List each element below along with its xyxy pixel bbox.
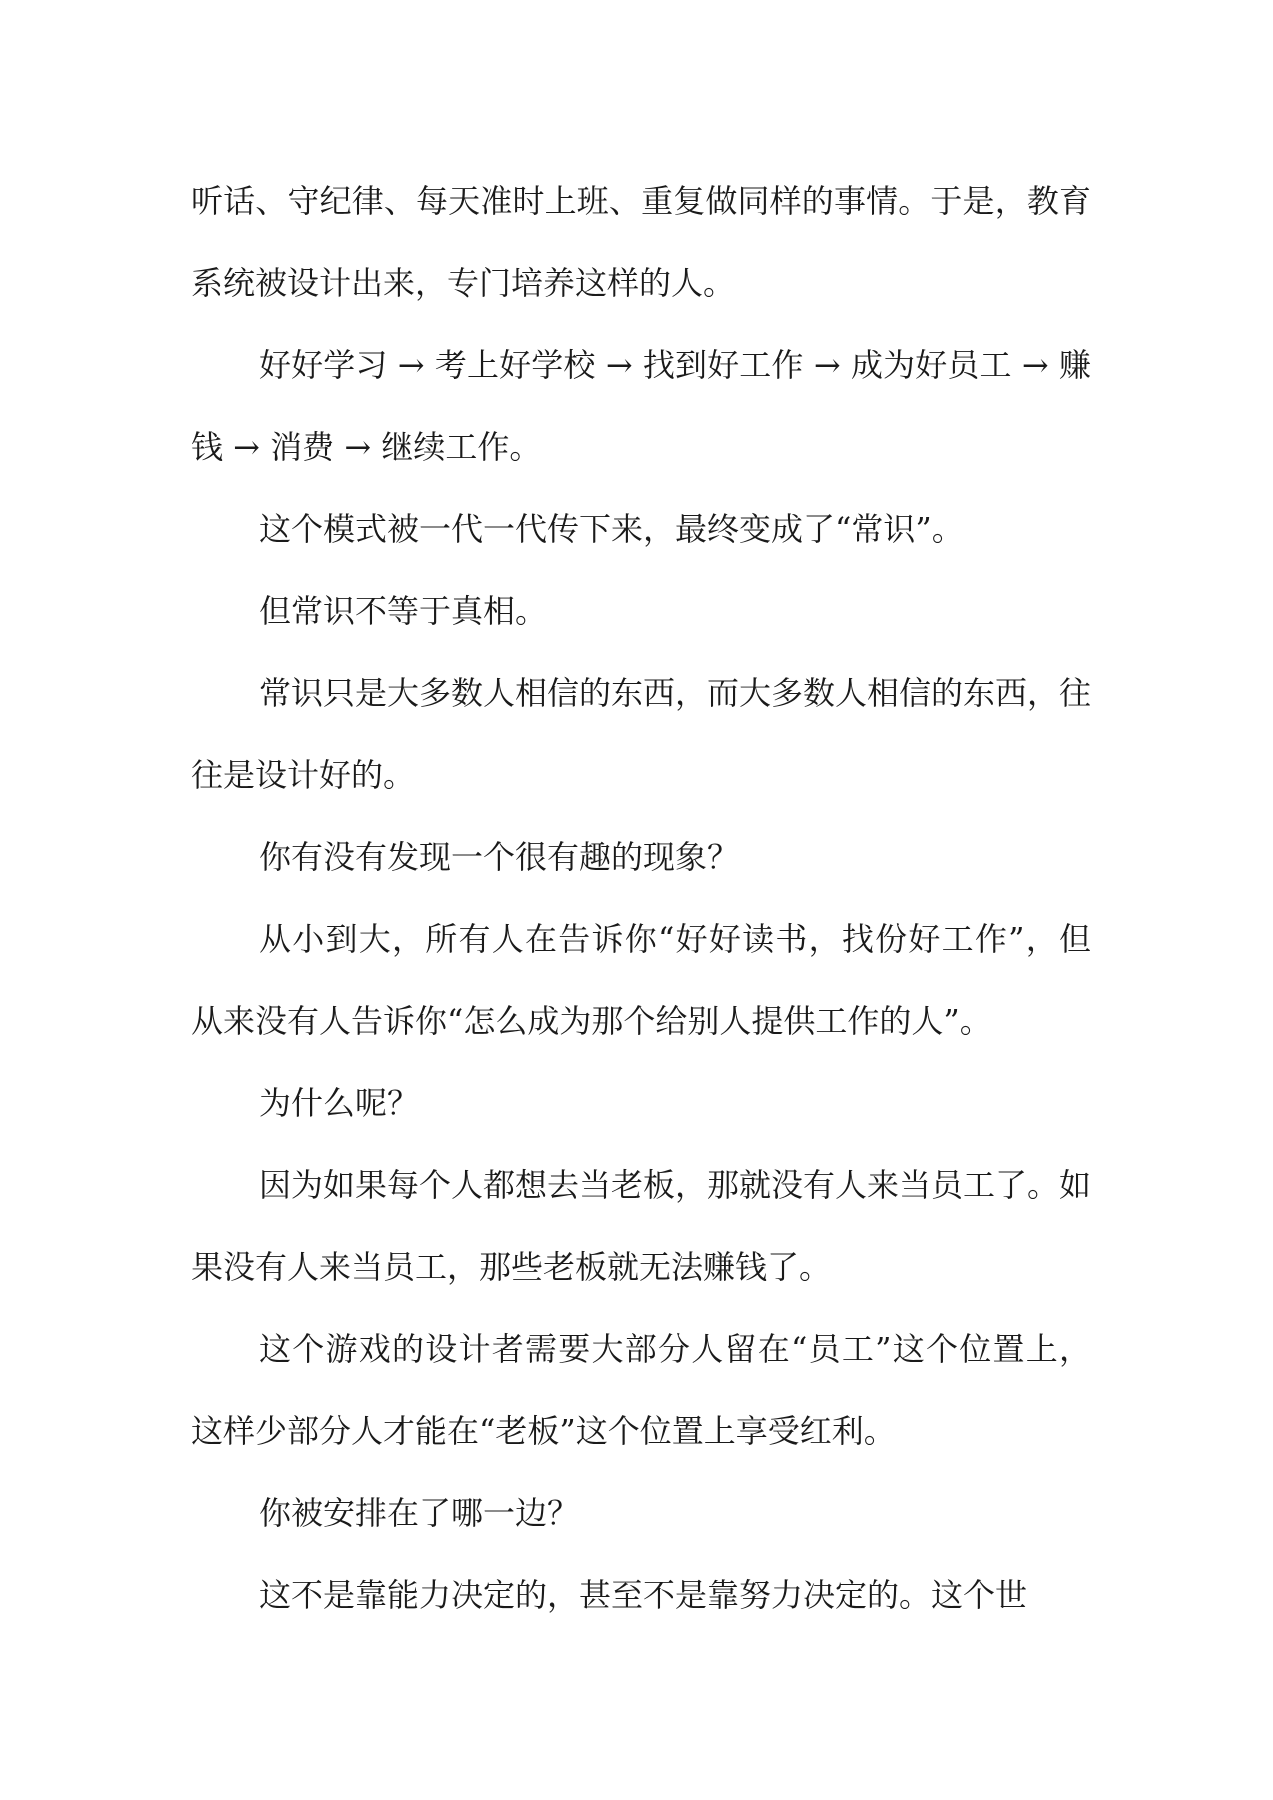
paragraph: 为什么呢？ [259,1084,420,1122]
paragraph: 好好学习 → 考上好学校 → 找到好工作 → 成为好员工 → 赚钱 → 消费 → 继续工作。 [191,346,1091,466]
paragraph: 常识只是大多数人相信的东西，而大多数人相信的东西，往往是设计好的。 [191,674,1092,794]
paragraph: 这不是靠能力决定的，甚至不是靠努力决定的。这个世 [259,1576,1028,1614]
paragraph: 但常识不等于真相。 [259,592,548,630]
paragraph: 这个模式被一代一代传下来，最终变成了“常识”。 [259,510,964,548]
paragraph: 这个游戏的设计者需要大部分人留在“员工”这个位置上，这样少部分人才能在“老板”这个位置上享受红利。 [191,1330,1091,1450]
paragraph: 听话、守纪律、每天准时上班、重复做同样的事情。于是，教育系统被设计出来，专门培养这样的人。 [191,182,1091,302]
body-text [191,160,1091,1636]
paragraph: 你有没有发现一个很有趣的现象？ [259,838,740,876]
paragraph: 因为如果每个人都想去当老板，那就没有人来当员工了。如果没有人来当员工，那些老板就无法赚钱了。 [191,1166,1092,1286]
paragraph: 你被安排在了哪一边？ [259,1494,580,1532]
paragraph: 从小到大，所有人在告诉你“好好读书，找份好工作”，但从来没有人告诉你“怎么成为那个给别人提供工作的人”。 [191,920,1091,1040]
